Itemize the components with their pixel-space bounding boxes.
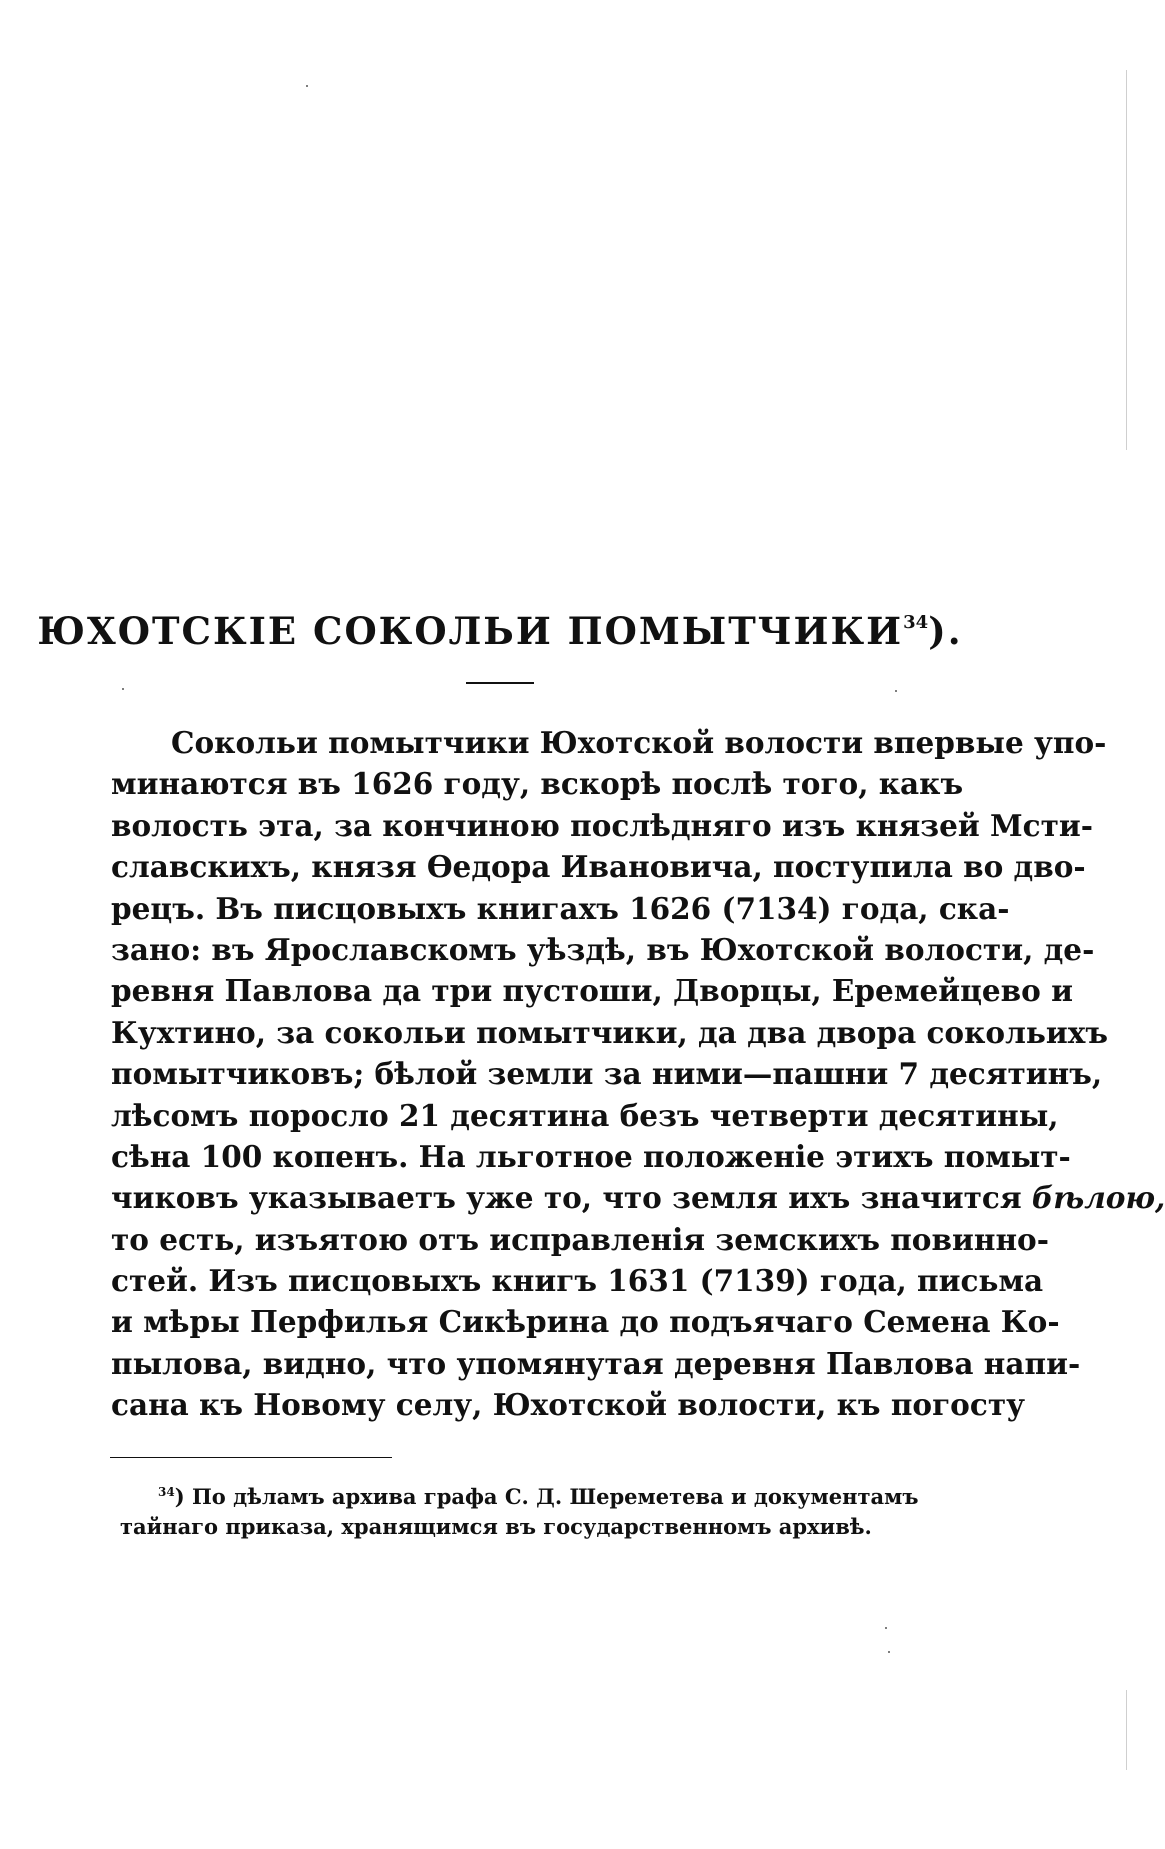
body-line: сана къ Новому селу, Юхотской волости, къ погосту (111, 1387, 1025, 1423)
title-divider-rule (466, 682, 534, 684)
footnote-separator-rule (110, 1457, 392, 1458)
scan-speck (888, 1651, 890, 1653)
scan-speck (306, 85, 308, 87)
footnote-line: тайнаго приказа, хранящимся въ государственномъ архивѣ. (120, 1514, 872, 1539)
footnote-line (120, 1477, 919, 1512)
footnote-reference-mark: 34 (903, 612, 929, 633)
body-line: помытчиковъ; бѣлой земли за ними—пашни 7 десятинъ, (111, 1056, 1103, 1092)
body-line: пылова, видно, что упомянутая деревня Павлова напи- (111, 1345, 1081, 1381)
scan-speck (885, 1627, 887, 1629)
scan-speck (895, 690, 897, 692)
scan-edge-line (1126, 70, 1127, 450)
body-line: зано: въ Ярославскомъ уѣздѣ, въ Юхотской волости, де- (111, 931, 1095, 967)
italic-word: бѣлою, (1031, 1180, 1165, 1216)
scan-speck (122, 688, 124, 690)
body-line: волость эта, за кончиною послѣдняго изъ князей Мсти- (111, 807, 1094, 843)
footnote-line-text: ) По дѣламъ архива графа С. Д. Шереметева и документамъ (174, 1484, 919, 1509)
body-line-with-italic (111, 1177, 1165, 1218)
body-line: Кухтино, за сокольи помытчики, да два двора сокольихъ (111, 1014, 1108, 1050)
chapter-title-suffix: ). (928, 609, 963, 653)
chapter-title-text: ЮХОТСКІЕ СОКОЛЬИ ПОМЫТЧИКИ (37, 609, 904, 653)
body-line: Сокольи помытчики Юхотской волости впервые упо- (171, 725, 1107, 760)
body-line: и мѣры Перфилья Сикѣрина до подъячаго Семена Ко- (111, 1304, 1060, 1340)
body-line: рецъ. Въ писцовыхъ книгахъ 1626 (7134) года, ска- (111, 890, 1010, 926)
scan-edge-line (1126, 1690, 1127, 1770)
chapter-title (0, 598, 1000, 656)
body-line-text: чиковъ указываетъ уже то, что земля ихъ значится (111, 1180, 1022, 1216)
body-line: ревня Павлова да три пустоши, Дворцы, Еремейцево и (111, 973, 1073, 1009)
footnote (120, 1477, 919, 1542)
body-text (111, 722, 1165, 1426)
body-line: сѣна 100 копенъ. На льготное положеніе этихъ помыт- (111, 1138, 1071, 1174)
body-line: минаются въ 1626 году, вскорѣ послѣ того, какъ (111, 766, 964, 802)
body-line: лѣсомъ поросло 21 десятина безъ четверти десятины, (111, 1097, 1059, 1133)
body-line: стей. Изъ писцовыхъ книгъ 1631 (7139) года, письма (111, 1263, 1044, 1299)
body-line: славскихъ, князя Ѳедора Ивановича, поступила во дво- (111, 849, 1086, 885)
footnote-mark: 34 (158, 1485, 175, 1499)
body-line: то есть, изъятою отъ исправленія земскихъ повинно- (111, 1221, 1049, 1257)
